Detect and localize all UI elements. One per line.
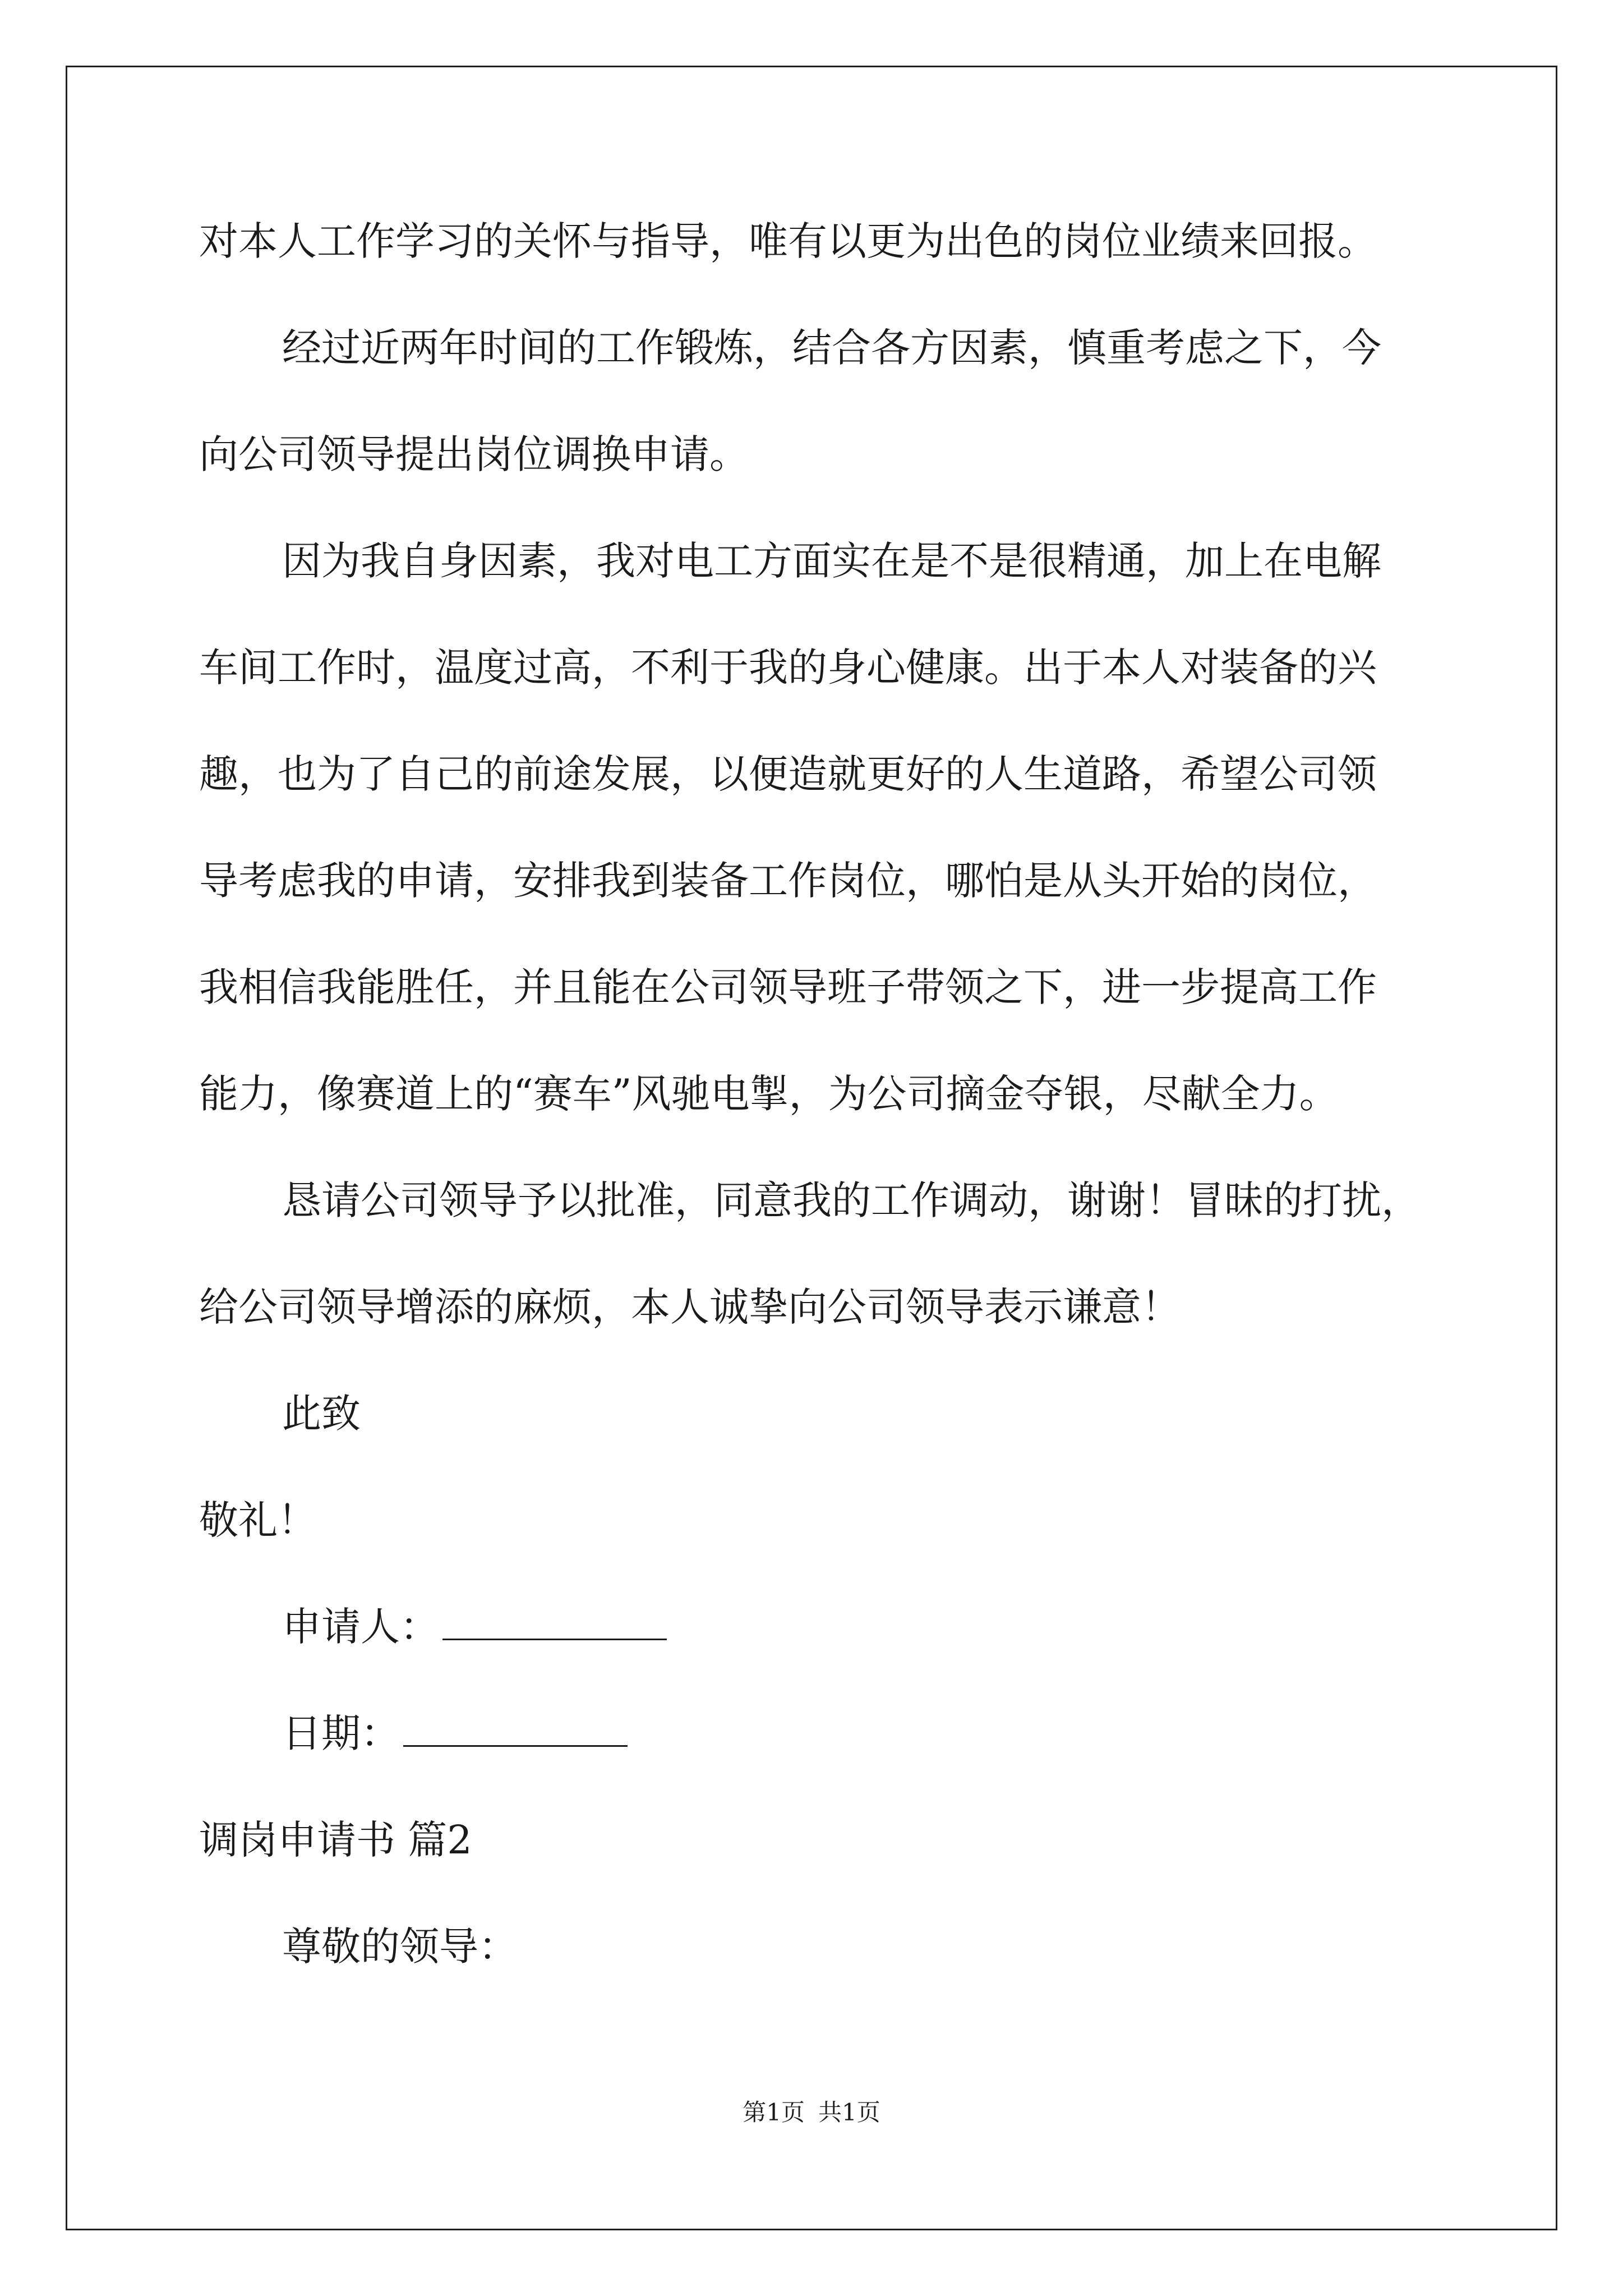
page-total: 共1页 <box>818 2099 880 2126</box>
paragraph-line-1: 对本人工作学习的关怀与指导，唯有以更为出色的岗位业绩来回报。 <box>199 218 1377 264</box>
page-border <box>66 66 1557 2230</box>
date-blank <box>403 1723 628 1747</box>
paragraph-line-6: 趣，也为了自己的前途发展，以便造就更好的人生道路，希望公司领 <box>199 751 1377 797</box>
page-current: 第1页 <box>743 2099 805 2126</box>
applicant-label: 申请人： <box>282 1604 439 1650</box>
paragraph-line-8: 我相信我能胜任，并且能在公司领导班子带领之下，进一步提高工作 <box>199 964 1377 1010</box>
paragraph-line-2: 经过近两年时间的工作锻炼，结合各方因素，慎重考虑之下，今 <box>282 325 1381 371</box>
paragraph-line-4: 因为我自身因素，我对电工方面实在是不是很精通，加上在电解 <box>282 538 1381 584</box>
applicant-blank <box>442 1616 667 1640</box>
paragraph-line-9: 能力，像赛道上的“赛车”风驰电掣，为公司摘金夺银，尽献全力。 <box>199 1071 1339 1117</box>
closing-line-1: 此致 <box>282 1391 361 1437</box>
date-line <box>282 1706 628 1760</box>
applicant-line <box>282 1600 667 1654</box>
paragraph-line-3: 向公司领导提出岗位调换申请。 <box>199 431 749 477</box>
page-footer <box>0 2097 1623 2128</box>
paragraph-line-11: 给公司领导增添的麻烦，本人诚挚向公司领导表示谦意！ <box>199 1284 1181 1330</box>
paragraph-line-7: 导考虑我的申请，安排我到装备工作岗位，哪怕是从头开始的岗位， <box>199 858 1377 904</box>
closing-line-2: 敬礼！ <box>199 1497 317 1543</box>
paragraph-line-10: 恳请公司领导予以批准，同意我的工作调动，谢谢！冒昧的打扰， <box>282 1177 1421 1223</box>
salutation: 尊敬的领导： <box>282 1924 518 1970</box>
date-label: 日期： <box>282 1710 400 1756</box>
section-title: 调岗申请书 篇2 <box>199 1817 472 1863</box>
paragraph-line-5: 车间工作时，温度过高，不利于我的身心健康。出于本人对装备的兴 <box>199 645 1377 691</box>
